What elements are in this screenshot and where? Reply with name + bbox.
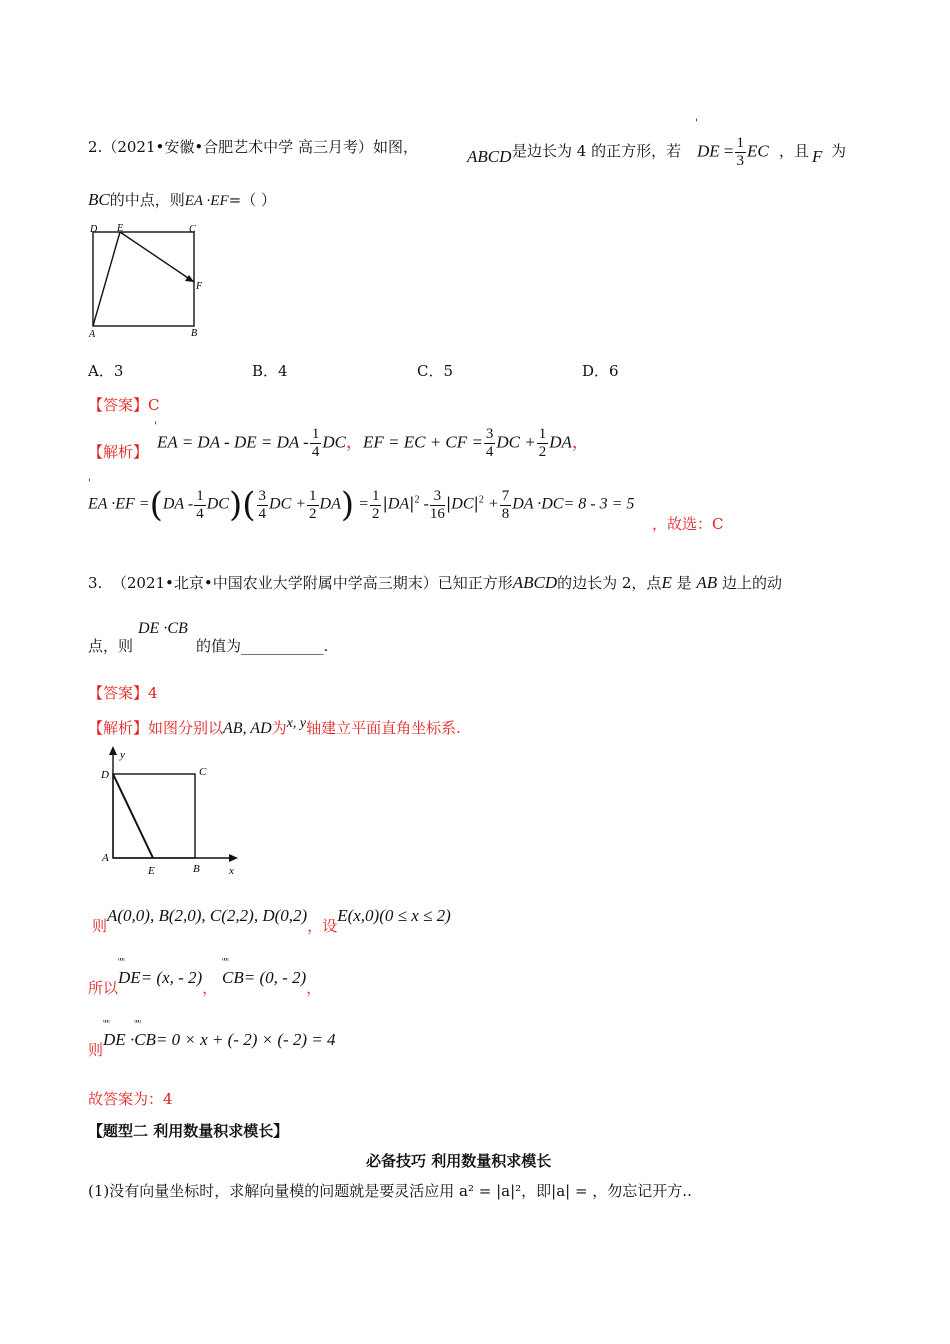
q3-label-e: E <box>148 865 155 877</box>
q3-step1: 则A(0,0), B(2,0), C(2,2), D(0,2)，设E(x,0)(0 ≤ x ≤ 2) <box>92 906 451 935</box>
q3-step2: 所以ᵘᵘᵘ DE= (x, - 2)， ᵘᵘᵘ CB= (0, - 2)， <box>88 968 321 998</box>
q3-label-y: y <box>120 749 125 761</box>
q2-f: F <box>812 147 823 166</box>
q2-stem-line2: BC的中点，则EA ·EF=（ ） <box>88 190 276 209</box>
q3-label-d: D <box>101 769 109 781</box>
q2-option-b[interactable]: B．4 <box>252 362 288 380</box>
section-heading: 【题型二 利用数量积求模长】 <box>88 1122 289 1140</box>
q3-blank: 的值为___________. <box>196 637 329 655</box>
q2-stem-line1: 2.（2021•安徽•合肥艺术中学 高三月考）如图， <box>88 138 418 156</box>
q2-choose: ，故选：C <box>652 515 724 533</box>
q2-de: DE = $\frac{1}{3}$ EC <box>697 135 769 169</box>
q3-conclusion: 故答案为：4 <box>88 1090 173 1108</box>
q3-stem-line1: 3. （2021•北京•中国农业大学附属中学高三期末）已知正方形ABCD的边长为 2，点E 是 AB 边上的动 <box>88 573 782 592</box>
q3-label-x: x <box>229 865 234 877</box>
q2-label-e: E <box>117 223 124 234</box>
q3-analysis-line: 【解析】如图分别以AB, AD为x, y轴建立平面直角坐标系. <box>88 716 461 737</box>
q3-figure <box>98 744 243 879</box>
q2-stem-text1: 是边长为 4 的正方形，若 <box>512 142 682 160</box>
q2-label-b: B <box>191 328 198 339</box>
q2-source: （2021•安徽•合肥艺术中学 高三月考）如图， <box>102 138 418 156</box>
q2-figure <box>85 222 210 342</box>
q2-answer: 【答案】C <box>88 396 160 414</box>
q2-analysis-line1: EA = DA - DE = DA - $\frac{1}{4}$ DC，EF = EC + CF = $\frac{3}{4}$ DC + $\frac{1}{2}$ DA， <box>157 426 589 460</box>
q2-label-f: F <box>196 281 203 292</box>
q3-stem-line2: 点，则 <box>88 637 134 655</box>
q3-label-a: A <box>102 852 109 864</box>
q2-analysis-line2: EA ·EF =(DA - $\frac{1}{4}$ DC)( $\frac{3}{4}$ DC + $\frac{1}{2}$ DA) = $\frac{1}{2}$ $|DA|^2$ - $\frac{3}{16}$ $|DC|^2$ + $\frac{7}{8}$ DA ·DC= 8 - 3 = 5 <box>88 485 635 525</box>
q2-analysis-label: 【解析】 <box>88 443 149 461</box>
q2-and: ，且 <box>779 142 810 160</box>
q3-step3: 则ᵘᵘᵘ DE ·ᵘᵘᵘ CB= 0 × x + (- 2) × (- 2) = 4 <box>88 1030 336 1060</box>
q3-label-b: B <box>193 863 200 875</box>
q3-expr: DE ·CB <box>138 620 188 637</box>
q2-option-c[interactable]: C．5 <box>417 362 454 380</box>
tip-text: (1)没有向量坐标时，求解向量模的问题就是要灵活应用 a² = |a|²，即|a| = ，勿忘记开方.. <box>88 1182 692 1200</box>
q2-label-c: C <box>189 224 196 235</box>
q2-label-a: A <box>89 329 96 340</box>
q2-option-a[interactable]: A．3 <box>88 362 124 380</box>
tip-title: 必备技巧 利用数量积求模长 <box>366 1152 552 1170</box>
q2-option-d[interactable]: D．6 <box>582 362 619 380</box>
q2-abcd: ABCD <box>467 147 512 166</box>
q2-label-d: D <box>90 224 98 235</box>
q3-answer: 【答案】4 <box>88 684 158 702</box>
q3-label-c: C <box>199 766 207 778</box>
